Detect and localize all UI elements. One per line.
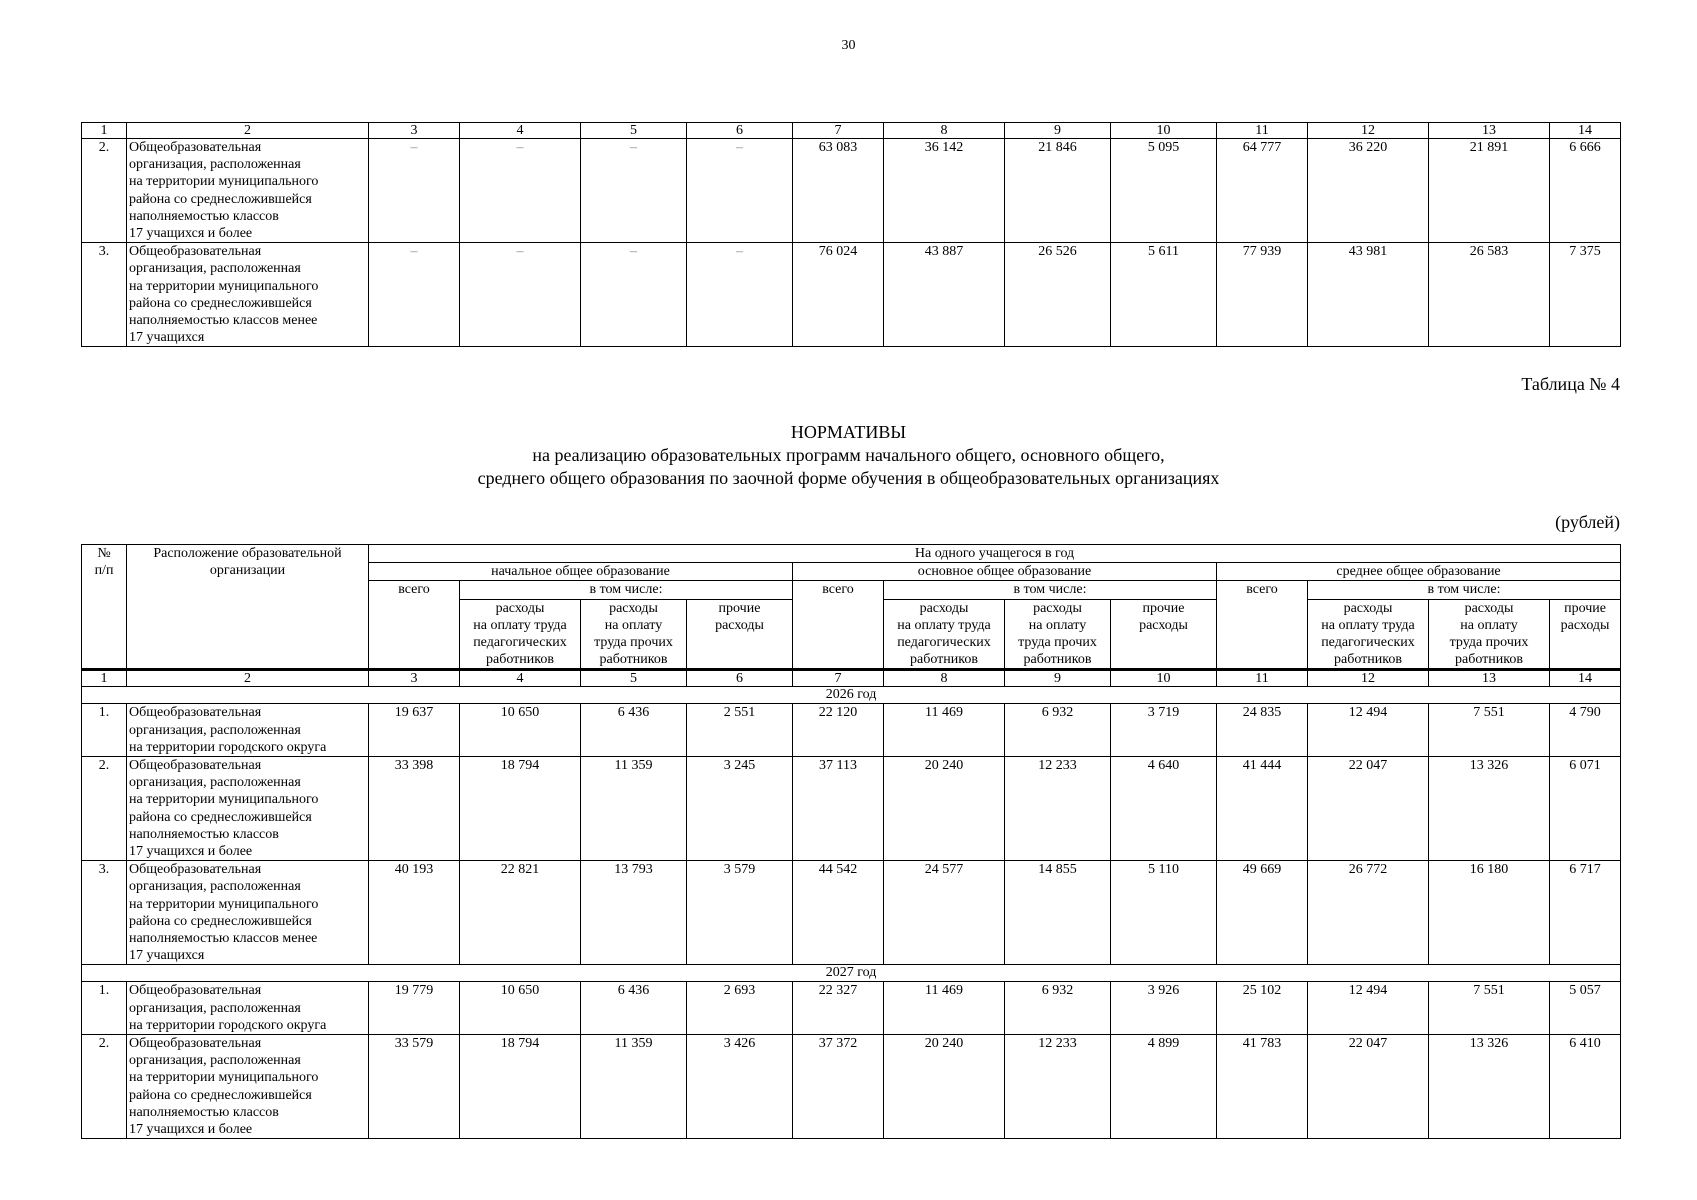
column-number-cell: 6 [687,123,793,139]
row-value: 24 577 [884,861,1005,965]
table-row [82,757,1621,861]
row-value: 25 102 [1217,982,1308,1035]
row-number: 1. [82,982,127,1035]
column-number-cell: 7 [793,670,884,687]
column-number-cell: 9 [1005,123,1111,139]
column-number-cell: 5 [581,123,687,139]
header-sub-other: прочие расходы [687,599,793,670]
row-value: – [581,139,687,243]
document-title [0,421,1697,490]
table-row [82,982,1621,1035]
title-line-1: НОРМАТИВЫ [790,422,907,442]
row-value: 6 436 [581,982,687,1035]
row-value: 44 542 [793,861,884,965]
column-number-cell: 3 [369,123,460,139]
title-line-3: среднего общего образования по заочной форме обучения в общеобразовательных организациях [477,468,1220,488]
row-value: 5 095 [1111,139,1217,243]
column-number-cell: 1 [82,123,127,139]
header-location: Расположение образовательной организации [127,545,369,670]
header-total: всего [1217,581,1308,670]
header-total: всего [369,581,460,670]
row-value: – [581,243,687,347]
row-value: 76 024 [793,243,884,347]
row-value: 3 579 [687,861,793,965]
title-line-2: на реализацию образовательных программ начального общего, основного общего, [532,445,1165,465]
row-value: 26 526 [1005,243,1111,347]
column-number-cell: 8 [884,670,1005,687]
row-value: 40 193 [369,861,460,965]
row-value: 37 113 [793,757,884,861]
column-number-row [82,670,1621,687]
header-group-secondary: среднее общее образование [1217,563,1621,581]
row-value: 33 398 [369,757,460,861]
table-label: Таблица № 4 [1521,374,1620,394]
header-including: в том числе: [1308,581,1621,599]
row-number: 2. [82,1035,127,1139]
column-number-cell: 13 [1429,123,1550,139]
column-number-cell: 12 [1308,123,1429,139]
header-no: № п/п [82,545,127,670]
row-value: 5 110 [1111,861,1217,965]
header-per-student: На одного учащегося в год [369,545,1621,563]
row-number: 2. [82,139,127,243]
row-value: 13 793 [581,861,687,965]
column-number-cell: 4 [460,123,581,139]
row-value: 64 777 [1217,139,1308,243]
row-value: 10 650 [460,982,581,1035]
column-number-cell: 10 [1111,123,1217,139]
row-value: 3 426 [687,1035,793,1139]
row-value: 22 821 [460,861,581,965]
column-number-cell: 7 [793,123,884,139]
row-value: 49 669 [1217,861,1308,965]
row-value: 4 790 [1550,704,1621,757]
row-value: – [369,243,460,347]
row-value: 6 717 [1550,861,1621,965]
row-value: 77 939 [1217,243,1308,347]
row-value: 5 611 [1111,243,1217,347]
row-number: 3. [82,861,127,965]
row-value: 14 855 [1005,861,1111,965]
column-number-cell: 11 [1217,123,1308,139]
column-number-cell: 13 [1429,670,1550,687]
row-organization-name: Общеобразовательная организация, расположенная на территории муниципального района со среднесложившейся наполняемостью классов 17 учащихся и более [127,757,369,861]
year-label: 2026 год [82,687,1621,704]
row-value: 63 083 [793,139,884,243]
header-group-basic: основное общее образование [793,563,1217,581]
header-row-1 [82,545,1621,563]
row-value: 36 220 [1308,139,1429,243]
row-value: – [687,243,793,347]
year-label: 2027 год [82,965,1621,982]
row-value: 12 233 [1005,757,1111,861]
column-number-cell: 11 [1217,670,1308,687]
column-number-cell: 9 [1005,670,1111,687]
row-value: 7 375 [1550,243,1621,347]
header-sub-other: прочие расходы [1111,599,1217,670]
row-organization-name: Общеобразовательная организация, расположенная на территории муниципального района со среднесложившейся наполняемостью классов менее 17 учащихся [127,243,369,347]
row-value: 20 240 [884,757,1005,861]
header-group-primary: начальное общее образование [369,563,793,581]
row-value: 22 047 [1308,757,1429,861]
header-sub-other-staff: расходы на оплату труда прочих работников [1429,599,1550,670]
row-value: 11 469 [884,704,1005,757]
row-value: – [369,139,460,243]
header-sub-ped: расходы на оплату труда педагогических работников [460,599,581,670]
row-value: 21 891 [1429,139,1550,243]
column-number-cell: 3 [369,670,460,687]
row-value: – [687,139,793,243]
table-row [82,861,1621,965]
row-value: 11 469 [884,982,1005,1035]
normatives-table [81,544,1621,1139]
row-value: 43 981 [1308,243,1429,347]
row-value: 22 120 [793,704,884,757]
row-value: 6 932 [1005,982,1111,1035]
row-value: 18 794 [460,757,581,861]
row-value: 7 551 [1429,704,1550,757]
row-value: 2 693 [687,982,793,1035]
row-value: 16 180 [1429,861,1550,965]
row-value: 2 551 [687,704,793,757]
row-value: 6 410 [1550,1035,1621,1139]
column-number-cell: 12 [1308,670,1429,687]
table-row [82,1035,1621,1139]
row-value: 22 047 [1308,1035,1429,1139]
row-value: 4 899 [1111,1035,1217,1139]
header-including: в том числе: [460,581,793,599]
row-value: 19 779 [369,982,460,1035]
column-number-cell: 2 [127,123,369,139]
column-number-cell: 8 [884,123,1005,139]
unit-label: (рублей) [1555,512,1620,532]
row-value: 6 932 [1005,704,1111,757]
row-value: 10 650 [460,704,581,757]
row-value: 11 359 [581,1035,687,1139]
row-value: 21 846 [1005,139,1111,243]
header-including: в том числе: [884,581,1217,599]
continued-table [81,122,1621,347]
row-value: 12 233 [1005,1035,1111,1139]
column-number-cell: 2 [127,670,369,687]
row-value: 5 057 [1550,982,1621,1035]
row-value: 18 794 [460,1035,581,1139]
header-sub-ped: расходы на оплату труда педагогических работников [884,599,1005,670]
row-value: 12 494 [1308,982,1429,1035]
column-number-row [82,123,1621,139]
header-total: всего [793,581,884,670]
row-value: 3 245 [687,757,793,861]
table-row [82,139,1621,243]
row-value: 20 240 [884,1035,1005,1139]
column-number-cell: 14 [1550,123,1621,139]
row-value: 36 142 [884,139,1005,243]
header-sub-other-staff: расходы на оплату труда прочих работников [1005,599,1111,670]
row-organization-name: Общеобразовательная организация, расположенная на территории муниципального района со среднесложившейся наполняемостью классов менее 17 учащихся [127,861,369,965]
row-number: 2. [82,757,127,861]
row-number: 3. [82,243,127,347]
row-value: 13 326 [1429,757,1550,861]
row-value: 13 326 [1429,1035,1550,1139]
row-value: 4 640 [1111,757,1217,861]
row-organization-name: Общеобразовательная организация, расположенная на территории муниципального района со среднесложившейся наполняемостью классов 17 учащихся и более [127,1035,369,1139]
header-sub-ped: расходы на оплату труда педагогических работников [1308,599,1429,670]
row-value: 6 436 [581,704,687,757]
year-row [82,965,1621,982]
column-number-cell: 14 [1550,670,1621,687]
row-value: 33 579 [369,1035,460,1139]
row-value: 41 783 [1217,1035,1308,1139]
row-value: 41 444 [1217,757,1308,861]
row-value: 7 551 [1429,982,1550,1035]
header-sub-other-staff: расходы на оплату труда прочих работников [581,599,687,670]
column-number-cell: 5 [581,670,687,687]
page-number: 30 [841,38,856,53]
row-value: – [460,139,581,243]
row-value: 24 835 [1217,704,1308,757]
header-sub-other: прочие расходы [1550,599,1621,670]
year-row [82,687,1621,704]
row-organization-name: Общеобразовательная организация, расположенная на территории городского округа [127,704,369,757]
row-value: 43 887 [884,243,1005,347]
row-number: 1. [82,704,127,757]
column-number-cell: 10 [1111,670,1217,687]
row-value: 6 071 [1550,757,1621,861]
row-value: 26 772 [1308,861,1429,965]
row-value: 6 666 [1550,139,1621,243]
column-number-cell: 1 [82,670,127,687]
row-value: 19 637 [369,704,460,757]
row-organization-name: Общеобразовательная организация, расположенная на территории городского округа [127,982,369,1035]
row-organization-name: Общеобразовательная организация, расположенная на территории муниципального района со среднесложившейся наполняемостью классов 17 учащихся и более [127,139,369,243]
row-value: 11 359 [581,757,687,861]
row-value: 26 583 [1429,243,1550,347]
column-number-cell: 6 [687,670,793,687]
row-value: 12 494 [1308,704,1429,757]
row-value: – [460,243,581,347]
column-number-cell: 4 [460,670,581,687]
table-row [82,704,1621,757]
row-value: 22 327 [793,982,884,1035]
row-value: 37 372 [793,1035,884,1139]
table-row [82,243,1621,347]
row-value: 3 719 [1111,704,1217,757]
row-value: 3 926 [1111,982,1217,1035]
